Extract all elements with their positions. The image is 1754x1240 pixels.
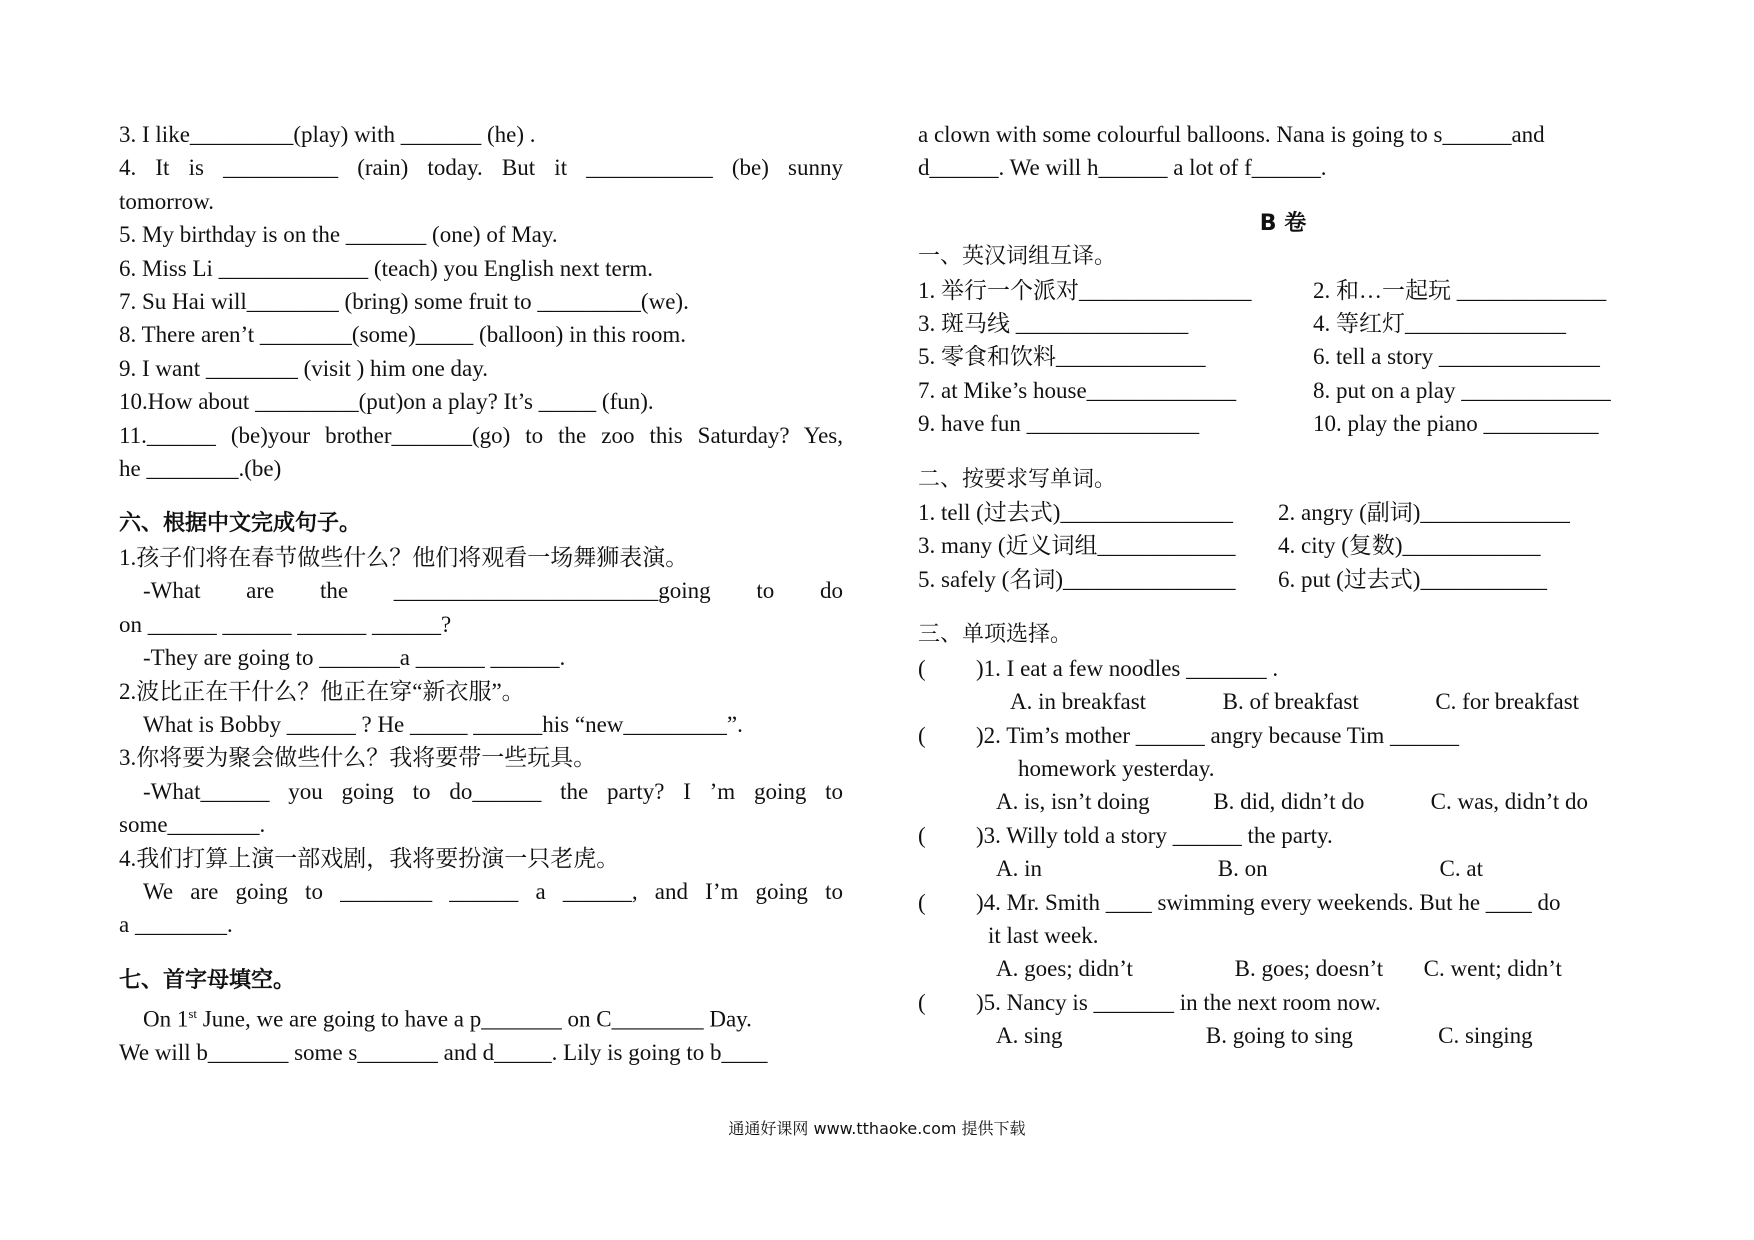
option: B. did, didn’t do: [1213, 789, 1365, 815]
section-title: 一、英汉词组互译。: [918, 244, 1117, 270]
section-title: 二、按要求写单词。: [918, 466, 1117, 492]
grid-row: [918, 496, 1648, 529]
exercise-line: a ________.: [119, 912, 233, 938]
section-5-exercises: [119, 118, 843, 485]
question-text: )2. Tim’s mother ______ angry because Tim ______: [976, 722, 1460, 748]
ordinal-suffix: st: [188, 1006, 198, 1022]
question-stem: [918, 719, 1648, 752]
right-column: [918, 118, 1648, 1053]
grid-cell: 1. tell (过去式)_______________: [918, 500, 1233, 526]
question-continuation: homework yesterday.: [1018, 755, 1215, 781]
grid-row: [918, 407, 1648, 440]
exercise-line: some________.: [119, 812, 266, 838]
question-text: )1. I eat a few noodles _______ .: [976, 655, 1279, 681]
exercise-line: We will b_______ some s_______ and d_____. Lily is going to b____: [119, 1040, 768, 1066]
exercise-line: he ________.(be): [119, 456, 282, 482]
grid-row: [918, 529, 1648, 562]
answer-paren: (: [918, 722, 926, 748]
option: A. sing: [996, 1023, 1063, 1049]
answer-paren: (: [918, 989, 926, 1015]
section-6: [119, 507, 843, 941]
grid-cell: 4. 等红灯______________: [1313, 311, 1566, 337]
grid-cell: 6. tell a story ______________: [1313, 344, 1600, 370]
question-stem: [918, 819, 1648, 852]
translation-grid: [918, 274, 1648, 441]
exercise-line: 7. Su Hai will________ (bring) some fruit to _________(we).: [119, 289, 689, 315]
option: A. in: [996, 856, 1042, 882]
exercise-line: What is Bobby ______ ? He _____ ______his “new_________”.: [143, 711, 743, 737]
exercise-line: 1.孩子们将在春节做些什么？他们将观看一场舞狮表演。: [119, 544, 689, 570]
exercise-line: 4. It is __________ (rain) today. But it ___________ (be) sunny: [119, 155, 843, 181]
grid-row: [918, 374, 1648, 407]
grid-cell: 5. safely (名词)_______________: [918, 566, 1236, 592]
exercise-line: [119, 997, 843, 1036]
exercise-line: We are going to ________ ______ a ______, and I’m going to: [143, 878, 843, 904]
question-3: [918, 819, 1648, 886]
exercise-line: tomorrow.: [119, 188, 214, 214]
exercise-line: 5. My birthday is on the _______ (one) of May.: [119, 222, 558, 248]
options-row: [918, 952, 1648, 985]
exercise-line: -They are going to _______a ______ ______.: [143, 645, 566, 671]
question-continuation: it last week.: [988, 922, 1099, 948]
option: C. for breakfast: [1435, 689, 1580, 715]
exercise-line: 10.How about _________(put)on a play? It’s _____ (fun).: [119, 389, 654, 415]
section-title: 六、根据中文完成句子。: [119, 511, 362, 537]
section-7: [119, 964, 843, 1070]
grid-row: [918, 307, 1648, 340]
question-1: [918, 652, 1648, 719]
exercise-line: -What______ you going to do______ the party? I ’m going to: [143, 778, 843, 804]
option: C. went; didn’t: [1423, 956, 1562, 982]
question-2: [918, 719, 1648, 819]
option: A. is, isn’t doing: [996, 789, 1150, 815]
grid-row: [918, 563, 1648, 596]
grid-cell: 1. 举行一个派对_______________: [918, 277, 1252, 303]
option: B. going to sing: [1205, 1023, 1353, 1049]
exercise-line: 3. I like_________(play) with _______ (he) .: [119, 122, 536, 147]
grid-row: [918, 340, 1648, 373]
page-footer: 通通好课网 www.tthaoke.com 提供下载: [728, 1119, 1026, 1138]
grid-cell: 2. 和…一起玩 _____________: [1313, 277, 1607, 303]
options-row: [918, 1019, 1648, 1052]
exercise-line: 8. There aren’t ________(some)_____ (balloon) in this room.: [119, 322, 687, 348]
option: C. was, didn’t do: [1430, 789, 1589, 815]
grid-cell: 4. city (复数)____________: [1278, 533, 1541, 559]
question-stem: [918, 886, 1648, 919]
options-row: [918, 852, 1648, 885]
section-title: 七、首字母填空。: [119, 967, 296, 993]
exercise-line: -What are the _______________________going to do: [143, 578, 843, 604]
question-4: [918, 886, 1648, 986]
option: B. goes; doesn’t: [1234, 956, 1384, 982]
word-form-grid: [918, 496, 1648, 596]
grid-cell: 7. at Mike’s house_____________: [918, 377, 1237, 403]
grid-cell: 5. 零食和饮料_____________: [918, 344, 1206, 370]
exercise-line: on ______ ______ ______ ______?: [119, 611, 452, 637]
question-text: )4. Mr. Smith ____ swimming every weekends. But he ____ do: [976, 889, 1561, 915]
grid-cell: 10. play the piano __________: [1313, 411, 1599, 437]
option: B. of breakfast: [1222, 689, 1359, 715]
answer-paren: (: [918, 655, 926, 681]
line-text: On 1: [143, 1006, 189, 1032]
question-5: [918, 986, 1648, 1053]
grid-cell: 8. put on a play _____________: [1313, 377, 1611, 403]
section-title: 三、单项选择。: [918, 622, 1073, 648]
question-stem: [918, 652, 1648, 685]
line-text: June, we are going to have a p_______ on C________ Day.: [197, 1006, 752, 1032]
question-stem: [918, 986, 1648, 1019]
left-column: [119, 118, 843, 1070]
grid-cell: 9. have fun _______________: [918, 411, 1200, 437]
exercise-line: a clown with some colourful balloons. Nana is going to s______and: [918, 122, 1545, 147]
option: B. on: [1217, 856, 1268, 882]
question-text: )3. Willy told a story ______ the party.: [976, 822, 1333, 848]
question-text: )5. Nancy is _______ in the next room now.: [976, 989, 1381, 1015]
exercise-line: 2.波比正在干什么？他正在穿“新衣服”。: [119, 678, 525, 704]
part-b-title: B 卷: [1259, 210, 1307, 236]
option: A. goes; didn’t: [996, 956, 1133, 982]
grid-row: [918, 274, 1648, 307]
option: C. at: [1439, 856, 1483, 882]
option: C. singing: [1438, 1023, 1533, 1049]
grid-cell: 3. many (近义词组____________: [918, 533, 1236, 559]
exercise-line: 3.你将要为聚会做些什么？我将要带一些玩具。: [119, 745, 597, 771]
options-row: [918, 785, 1648, 818]
exercise-line: 11.______ (be)your brother_______(go) to the zoo this Saturday? Yes,: [119, 422, 843, 448]
exercise-line: 4.我们打算上演一部戏剧，我将要扮演一只老虎。: [119, 845, 620, 871]
grid-cell: 2. angry (副词)_____________: [1278, 500, 1570, 526]
exercise-line: d______. We will h______ a lot of f______.: [918, 155, 1327, 181]
exercise-line: 9. I want ________ (visit ) him one day.: [119, 355, 489, 381]
exercise-line: 6. Miss Li _____________ (teach) you English next term.: [119, 255, 654, 281]
answer-paren: (: [918, 889, 926, 915]
grid-cell: 6. put (过去式)___________: [1278, 566, 1547, 592]
options-row: [918, 685, 1648, 718]
grid-cell: 3. 斑马线 _______________: [918, 311, 1189, 337]
option: A. in breakfast: [1010, 689, 1147, 715]
answer-paren: (: [918, 822, 926, 848]
